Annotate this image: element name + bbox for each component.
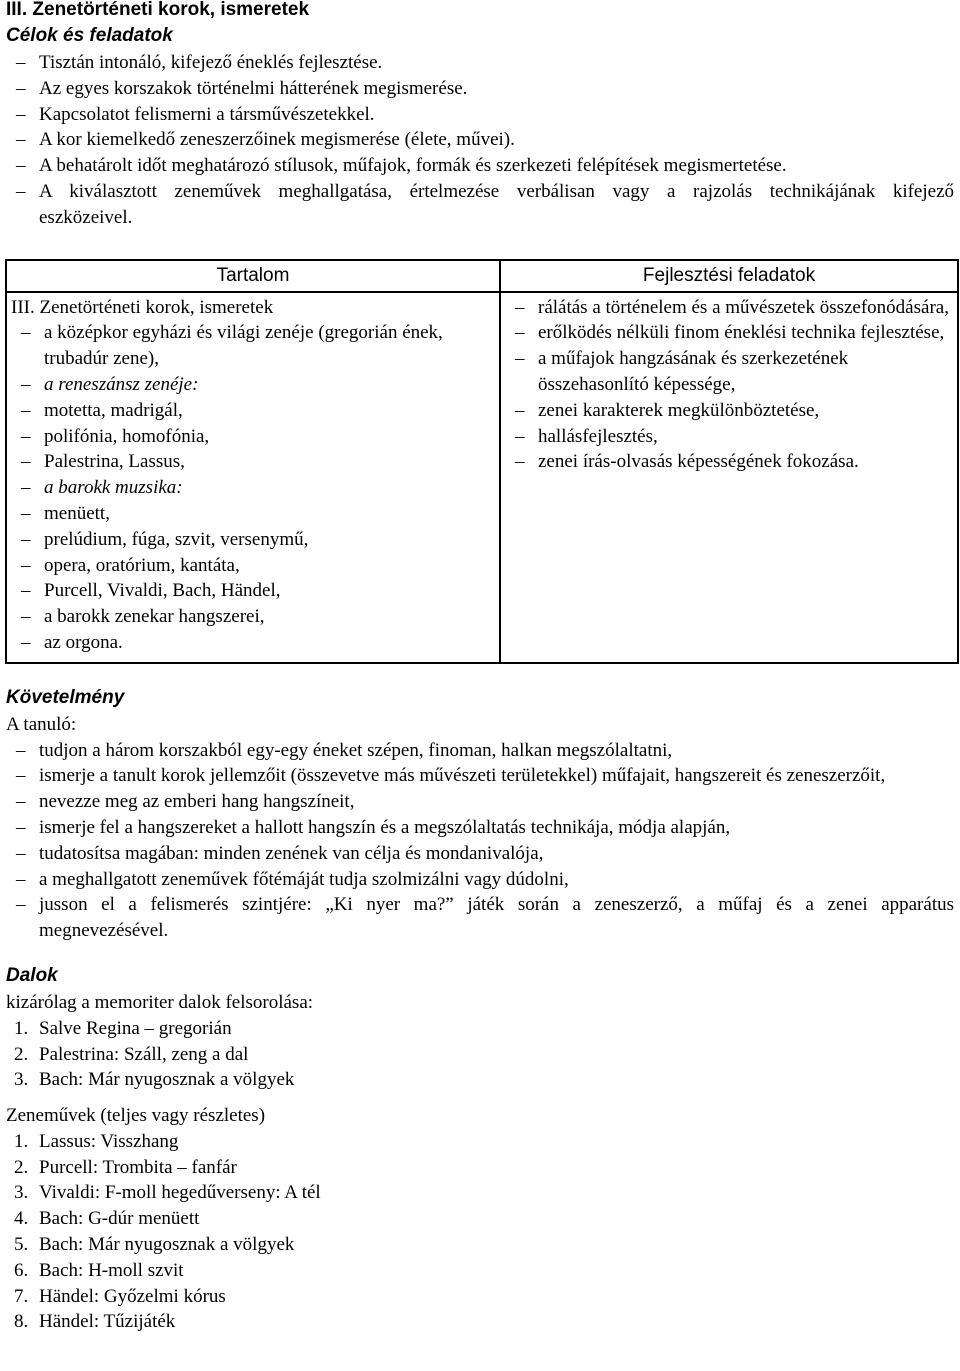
list-item [6,1206,954,1232]
section-heading: III. Zenetörténeti korok, ismeretek [6,0,310,20]
list-item: – zenei írás-olvasás képességének fokozása. [505,449,953,475]
item-number: 2. [14,1043,29,1065]
list-item: – az orgona. [11,630,495,656]
goals-list [6,50,954,231]
list-item: – Tisztán intonáló, kifejező éneklés fejlesztése. [6,50,954,76]
item-text: Bach: Már nyugosznak a völgyek [39,1234,295,1256]
list-item: – erőlködés nélküli finom éneklési technika fejlesztése, [505,320,953,346]
list-item: – tudatosítsa magában: minden zenének van célja és mondanivalója, [6,841,954,867]
songs-intro: kizárólag a memoriter dalok felsorolása: [6,991,314,1013]
goals-title: Célok és feladatok [6,25,173,46]
list-item: – polifónia, homofónia, [11,424,495,450]
item-text: Bach: Már nyugosznak a völgyek [39,1069,295,1091]
works-list [6,1129,954,1335]
list-item: – rálátás a történelem és a művészetek összefonódására, [505,295,953,321]
requirements-intro: A tanuló: [6,713,77,735]
item-text: Lassus: Visszhang [39,1130,179,1152]
list-item [6,1067,954,1093]
item-number: 1. [14,1130,29,1152]
list-item [6,1309,954,1335]
item-text: Palestrina: Száll, zeng a dal [39,1043,249,1065]
content-list [11,320,495,655]
requirements-list [6,738,954,944]
list-item: – hallásfejlesztés, [505,424,953,450]
item-number: 6. [14,1259,29,1281]
list-item: – Palestrina, Lassus, [11,449,495,475]
item-text: Salve Regina – gregorián [39,1017,232,1039]
list-item: – a barokk muzsika: [11,475,495,501]
item-text: Händel: Győzelmi kórus [39,1285,226,1307]
list-item: – a műfajok hangzásának és szerkezetének összehasonlító képessége, [505,346,953,398]
list-item: – ismerje a tanult korok jellemzőit (összevetve más művészeti területekkel) műfajait, hangszereit és zeneszerzőit, [6,763,954,789]
list-item [6,1129,954,1155]
list-item: – a barokk zenekar hangszerei, [11,604,495,630]
item-number: 5. [14,1234,29,1256]
item-number: 1. [14,1017,29,1039]
item-number: 8. [14,1311,29,1333]
list-item: – ismerje fel a hangszereket a hallott hangszín és a megszólaltatás technikája, módja alapján, [6,815,954,841]
content-table [5,259,959,664]
list-item [6,1284,954,1310]
list-item [6,1258,954,1284]
list-item: – jusson el a felismerés szintjére: „Ki nyer ma?” játék során a zeneszerző, a műfaj és a zenei apparátus megnevezésével. [6,892,954,944]
list-item: – tudjon a három korszakból egy-egy éneket szépen, finoman, halkan megszólaltatni, [6,738,954,764]
item-number: 2. [14,1156,29,1178]
list-item: – a középkor egyházi és világi zenéje (gregorián ének, trubadúr zene), [11,320,495,372]
list-item: – a meghallgatott zeneművek főtémáját tudja szolmizálni vagy dúdolni, [6,867,954,893]
list-item: – a reneszánsz zenéje: [11,372,495,398]
item-text: Vivaldi: F-moll hegedűverseny: A tél [39,1182,321,1204]
list-item [6,1232,954,1258]
list-item [6,1155,954,1181]
list-item: – menüett, [11,501,495,527]
table-header-development: Fejlesztési feladatok [500,260,958,292]
content-cell-title: III. Zenetörténeti korok, ismeretek [11,296,274,318]
list-item [6,1042,954,1068]
list-item: – Az egyes korszakok történelmi hátterének megismerése. [6,76,954,102]
item-number: 7. [14,1285,29,1307]
item-text: Bach: G-dúr menüett [39,1208,200,1230]
item-text: Purcell: Trombita – fanfár [39,1156,237,1178]
item-text: Bach: H-moll szvit [39,1259,184,1281]
songs-list [6,1016,954,1093]
list-item [6,1180,954,1206]
list-item: – nevezze meg az emberi hang hangszíneit, [6,789,954,815]
item-text: Händel: Tűzijáték [39,1311,176,1333]
item-number: 3. [14,1069,29,1091]
table-header-content: Tartalom [6,260,500,292]
development-list [505,295,953,476]
list-item: – motetta, madrigál, [11,398,495,424]
list-item: – Kapcsolatot felismerni a társművészetekkel. [6,102,954,128]
list-item [6,1016,954,1042]
item-number: 4. [14,1208,29,1230]
list-item: – zenei karakterek megkülönböztetése, [505,398,953,424]
document-page [6,0,954,1335]
requirements-title: Követelmény [6,686,125,708]
works-intro: Zeneművek (teljes vagy részletes) [6,1105,266,1127]
list-item: – A kor kiemelkedő zeneszerzőinek megismerése (élete, művei). [6,127,954,153]
list-item: – A behatárolt időt meghatározó stílusok, műfajok, formák és szerkezeti felépítések megismertetése. [6,153,954,179]
content-cell [6,292,500,663]
list-item: – prelúdium, fúga, szvit, versenymű, [11,527,495,553]
list-item: – Purcell, Vivaldi, Bach, Händel, [11,578,495,604]
item-number: 3. [14,1182,29,1204]
list-item: – opera, oratórium, kantáta, [11,553,495,579]
songs-title: Dalok [6,964,58,986]
list-item: – A kiválasztott zeneművek meghallgatása, értelmezése verbálisan vagy a rajzolás technikájának kifejező eszközeivel. [6,179,954,231]
development-cell [500,292,958,663]
